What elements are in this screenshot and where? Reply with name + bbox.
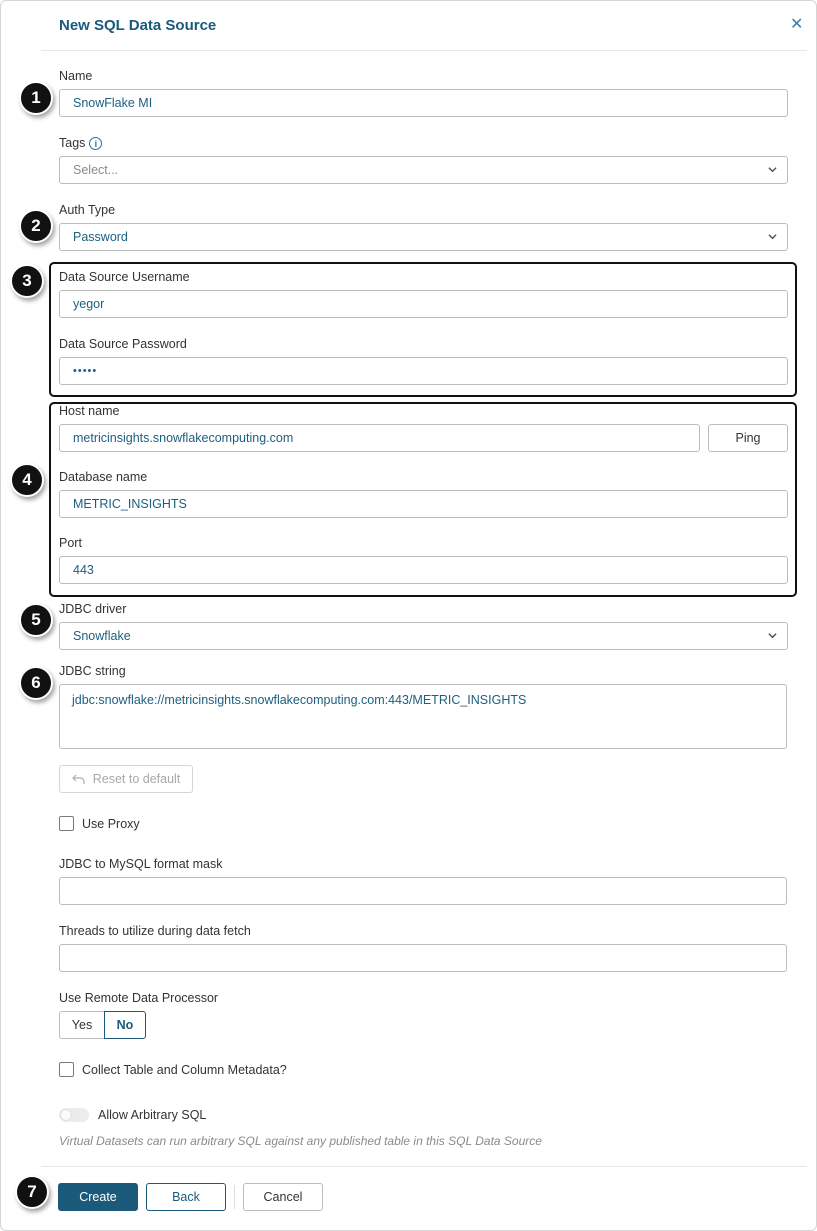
create-button[interactable]: Create xyxy=(58,1183,138,1211)
jdbc-driver-label: JDBC driver xyxy=(59,602,127,616)
ping-button[interactable]: Ping xyxy=(708,424,788,452)
format-mask-label: JDBC to MySQL format mask xyxy=(59,857,223,871)
database-label: Database name xyxy=(59,470,148,484)
username-label: Data Source Username xyxy=(59,270,190,284)
jdbc-string-textarea[interactable]: jdbc:snowflake://metricinsights.snowflakecomputing.com:443/METRIC_INSIGHTS xyxy=(59,684,787,749)
use-proxy-label: Use Proxy xyxy=(82,817,140,831)
tags-label xyxy=(59,136,102,150)
collect-metadata-checkbox[interactable] xyxy=(59,1062,74,1077)
annotation-badge-2: 2 xyxy=(19,209,53,243)
back-button[interactable]: Back xyxy=(146,1183,226,1211)
annotation-badge-4: 4 xyxy=(10,463,44,497)
port-input[interactable]: 443 xyxy=(59,556,788,584)
use-proxy-checkbox[interactable] xyxy=(59,816,74,831)
port-label: Port xyxy=(59,536,82,550)
threads-label: Threads to utilize during data fetch xyxy=(59,924,251,938)
arbitrary-sql-toggle[interactable] xyxy=(59,1108,89,1122)
auth-type-value: Password xyxy=(73,230,128,244)
jdbc-string-label: JDBC string xyxy=(59,664,126,678)
jdbc-driver-select[interactable] xyxy=(59,622,788,650)
reset-label: Reset to default xyxy=(92,772,181,786)
annotation-badge-5: 5 xyxy=(19,603,53,637)
threads-input[interactable] xyxy=(59,944,787,972)
chevron-down-icon xyxy=(768,232,777,241)
password-label: Data Source Password xyxy=(59,337,187,351)
arbitrary-sql-label: Allow Arbitrary SQL xyxy=(98,1108,207,1122)
header-divider xyxy=(41,50,807,51)
chevron-down-icon xyxy=(768,165,777,174)
undo-icon xyxy=(72,774,85,785)
database-input[interactable]: METRIC_INSIGHTS xyxy=(59,490,788,518)
name-input[interactable]: SnowFlake MI xyxy=(59,89,788,117)
footer-divider xyxy=(41,1166,807,1167)
host-label: Host name xyxy=(59,404,120,418)
chevron-down-icon xyxy=(768,631,777,640)
arbitrary-sql-hint: Virtual Datasets can run arbitrary SQL against any published table in this SQL Data Source xyxy=(59,1134,542,1148)
close-icon[interactable]: ✕ xyxy=(790,16,804,33)
tags-label-text: Tags xyxy=(59,136,86,150)
remote-processor-yes[interactable]: Yes xyxy=(59,1011,105,1039)
footer-separator xyxy=(234,1185,235,1209)
format-mask-input[interactable] xyxy=(59,877,787,905)
annotation-badge-6: 6 xyxy=(19,666,53,700)
annotation-badge-7: 7 xyxy=(15,1175,49,1209)
name-label: Name xyxy=(59,69,93,83)
info-icon[interactable]: i xyxy=(89,137,102,150)
host-input[interactable]: metricinsights.snowflakecomputing.com xyxy=(59,424,700,452)
password-input[interactable]: ••••• xyxy=(59,357,788,385)
auth-type-select[interactable] xyxy=(59,223,788,251)
auth-type-label: Auth Type xyxy=(59,203,116,217)
jdbc-driver-value: Snowflake xyxy=(73,629,131,643)
tags-placeholder: Select... xyxy=(73,163,119,177)
cancel-button[interactable]: Cancel xyxy=(243,1183,323,1211)
remote-processor-label: Use Remote Data Processor xyxy=(59,991,219,1005)
tags-select[interactable] xyxy=(59,156,788,184)
reset-to-default-button[interactable] xyxy=(59,765,193,793)
username-input[interactable]: yegor xyxy=(59,290,788,318)
toggle-knob xyxy=(60,1109,72,1121)
dialog-title: New SQL Data Source xyxy=(59,17,217,34)
annotation-badge-1: 1 xyxy=(19,81,53,115)
collect-metadata-label: Collect Table and Column Metadata? xyxy=(82,1063,287,1077)
annotation-badge-3: 3 xyxy=(10,264,44,298)
remote-processor-no[interactable]: No xyxy=(104,1011,146,1039)
